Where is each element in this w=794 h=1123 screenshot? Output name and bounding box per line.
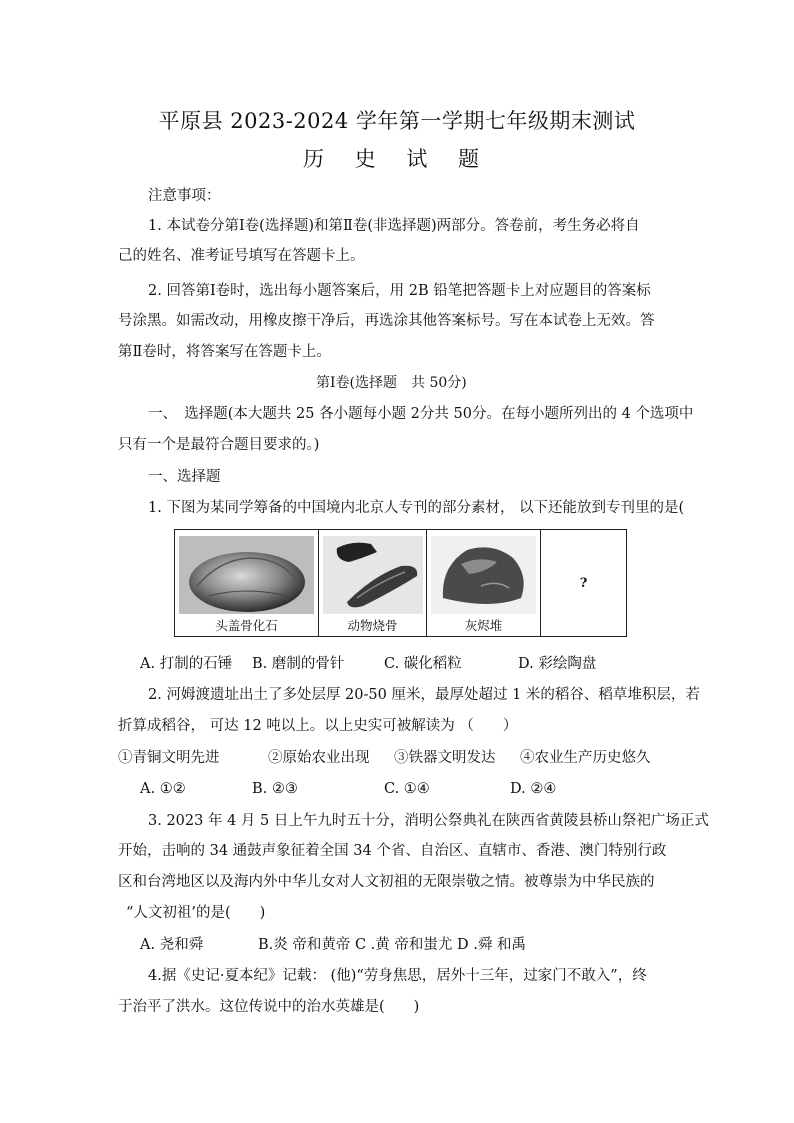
notes-line-1: 1. 本试卷分第Ⅰ卷(选择题)和第Ⅱ卷(非选择题)两部分。答卷前，考生务必将自	[148, 218, 640, 234]
notes-line-3: 2. 回答第Ⅰ卷时，选出每小题答案后，用 2B 铅笔把答题卡上对应题目的答案标	[148, 283, 651, 299]
q2-item-1: ①青铜文明先进	[118, 750, 220, 766]
q1-cell-ash	[427, 530, 541, 637]
q1-caption-skull: 头盖骨化石	[215, 618, 278, 633]
ash-pile-image	[431, 536, 536, 614]
q1-caption-bones: 动物烧骨	[347, 618, 398, 633]
q1-material-table	[174, 529, 627, 637]
q2-stem-1: 2. 河姆渡遗址出土了多处层厚 20-50 厘米，最厚处超过 1 米的稻谷、稻草堆积层，若	[148, 687, 700, 703]
section-title: 第Ⅰ卷(选择题 共 50分)	[316, 375, 467, 391]
q4-line-2: 于治平了洪水。这位传说中的治水英雄是( )	[118, 999, 420, 1015]
q2-option-b[interactable]: B. ②③	[252, 781, 298, 797]
q1-question-mark: ?	[579, 576, 588, 591]
q2-stem-2: 折算成稻谷， 可达 12 吨以上。以上史实可被解读为 （ ）	[118, 718, 518, 734]
notes-line-2: 己的姓名、准考证号填写在答题卡上。	[118, 248, 365, 264]
q1-option-a[interactable]: A. 打制的石锤	[140, 656, 233, 672]
q1-option-b[interactable]: B. 磨制的骨针	[252, 656, 345, 672]
q3-option-a[interactable]: A. 尧和舜	[140, 937, 204, 953]
q2-option-c[interactable]: C. ①④	[384, 781, 430, 797]
q1-option-d[interactable]: D. 彩绘陶盘	[518, 656, 597, 672]
exam-title: 平原县 2023-2024 学年第一学期七年级期末测试	[158, 109, 636, 133]
notes-line-4: 号涂黑。如需改动，用橡皮擦干净后，再选涂其他答案标号。写在本试卷上无效。答	[118, 313, 655, 329]
q2-item-3: ③铁器文明发达	[394, 750, 496, 766]
notes-line-5: 第Ⅱ卷时，将答案写在答题卡上。	[118, 344, 331, 360]
q4-line-1: 4.据《史记·夏本纪》记载： (他)“劳身焦思，居外十三年，过家门不敢入”，终	[148, 968, 647, 984]
q1-cell-unknown	[541, 530, 627, 637]
q1-stem: 1. 下图为某同学筹备的中国境内北京人专刊的部分素材， 以下还能放到专刊里的是(	[148, 500, 685, 516]
q1-cell-bones	[319, 530, 427, 637]
q3-line-2: 开始，击响的 34 通鼓声象征着全国 34 个省、自治区、直辖市、香港、澳门特别行政	[118, 843, 667, 859]
q2-option-a[interactable]: A. ①②	[140, 781, 186, 797]
section-subheading: 一、选择题	[148, 469, 221, 485]
q2-option-d[interactable]: D. ②④	[510, 781, 557, 797]
q1-option-c[interactable]: C. 碳化稻粒	[384, 656, 462, 672]
q3-option-bcd[interactable]: B.炎 帝和黄帝 C .黄 帝和蚩尤 D .舜 和禹	[258, 937, 526, 953]
q2-item-2: ②原始农业出现	[268, 750, 370, 766]
q3-line-4: “人文初祖’的是( )	[126, 905, 266, 921]
q1-caption-ash: 灰烬堆	[464, 618, 503, 633]
section-intro-2: 只有一个是最符合题目要求的。)	[118, 437, 320, 453]
q3-line-3: 区和台湾地区以及海内外中华儿女对人文初祖的无限崇敬之情。被尊崇为中华民族的	[118, 874, 655, 890]
skull-fossil-image	[179, 536, 314, 614]
burnt-bones-image	[323, 536, 423, 614]
notes-heading: 注意事项：	[148, 188, 221, 204]
q3-line-1: 3. 2023 年 4 月 5 日上午九时五十分，消明公祭典礼在陕西省黄陵县桥山祭祀广场正式	[148, 813, 709, 829]
q1-cell-skull	[175, 530, 319, 637]
exam-subtitle: 历 史 试 题	[302, 147, 492, 171]
section-intro-1: 一、 选择题(本大题共 25 各小题每小题 2分共 50分。在每小题所列出的 4 个选项中	[148, 406, 694, 422]
q2-item-4: ④农业生产历史悠久	[520, 750, 651, 766]
